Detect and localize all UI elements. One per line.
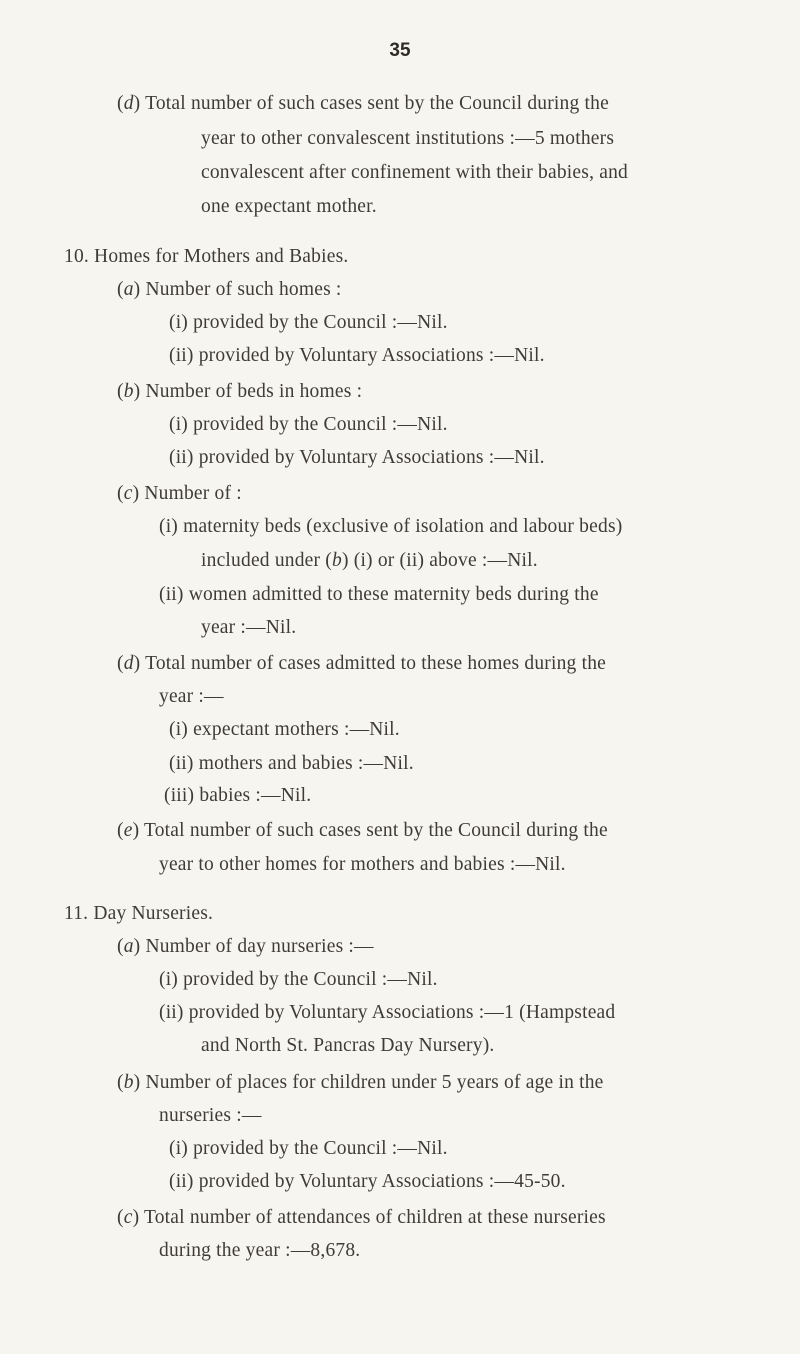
item-b2-ii: (ii) provided by Voluntary Associations :—45-50. <box>169 1171 566 1192</box>
item-c2-line-2: during the year :—8,678. <box>159 1240 361 1261</box>
item-a-i: (i) provided by the Council :—Nil. <box>169 312 448 333</box>
item-d2-iii: (iii) babies :—Nil. <box>164 785 312 806</box>
item-c-ii-line-2: year :—Nil. <box>201 617 297 638</box>
item-b-heading: (b) Number of beds in homes : <box>117 381 363 402</box>
item-c-ii-line-1: (ii) women admitted to these maternity beds during the <box>159 584 599 605</box>
item-e-line-1: (e) Total number of such cases sent by the Council during the <box>117 820 608 841</box>
item-a2-ii-line-1: (ii) provided by Voluntary Associations :—1 (Hampstead <box>159 1002 616 1023</box>
item-b2-line-1: (b) Number of places for children under 5 years of age in the <box>117 1072 604 1093</box>
item-a-heading: (a) Number of such homes : <box>117 279 342 300</box>
item-b2-i: (i) provided by the Council :—Nil. <box>169 1138 448 1159</box>
item-d2-line-1: (d) Total number of cases admitted to these homes during the <box>117 653 607 674</box>
page-number: 35 <box>389 40 411 61</box>
item-d2-line-2: year :— <box>159 686 224 707</box>
item-a2-ii-line-2: and North St. Pancras Day Nursery). <box>201 1035 495 1056</box>
item-marker: d <box>123 93 134 114</box>
item-a2-i: (i) provided by the Council :—Nil. <box>159 969 438 990</box>
item-d2-ii: (ii) mothers and babies :—Nil. <box>169 753 414 774</box>
item-d-line-4: one expectant mother. <box>201 196 377 217</box>
section-heading-11: 11. Day Nurseries. <box>64 903 214 924</box>
item-e-line-2: year to other homes for mothers and babies :—Nil. <box>159 854 566 875</box>
item-c-heading: (c) Number of : <box>117 483 242 504</box>
item-b-ii: (ii) provided by Voluntary Associations :—Nil. <box>169 447 545 468</box>
item-d-line-1: (d) Total number of such cases sent by the Council during the <box>117 93 609 114</box>
item-b-i: (i) provided by the Council :—Nil. <box>169 414 448 435</box>
item-d-line-2: year to other convalescent institutions :—5 mothers <box>201 128 615 149</box>
item-d2-i: (i) expectant mothers :—Nil. <box>169 719 400 740</box>
section-heading-10: 10. Homes for Mothers and Babies. <box>64 246 349 267</box>
item-a2-heading: (a) Number of day nurseries :— <box>117 936 374 957</box>
item-c2-line-1: (c) Total number of attendances of children at these nurseries <box>117 1207 606 1228</box>
item-b2-line-2: nurseries :— <box>159 1105 262 1126</box>
item-d-line-3: convalescent after confinement with their babies, and <box>201 162 628 183</box>
item-c-i-line-1: (i) maternity beds (exclusive of isolation and labour beds) <box>159 516 623 537</box>
item-c-i-line-2: included under (b) (i) or (ii) above :—Nil. <box>201 550 538 571</box>
item-a-ii: (ii) provided by Voluntary Associations :—Nil. <box>169 345 545 366</box>
